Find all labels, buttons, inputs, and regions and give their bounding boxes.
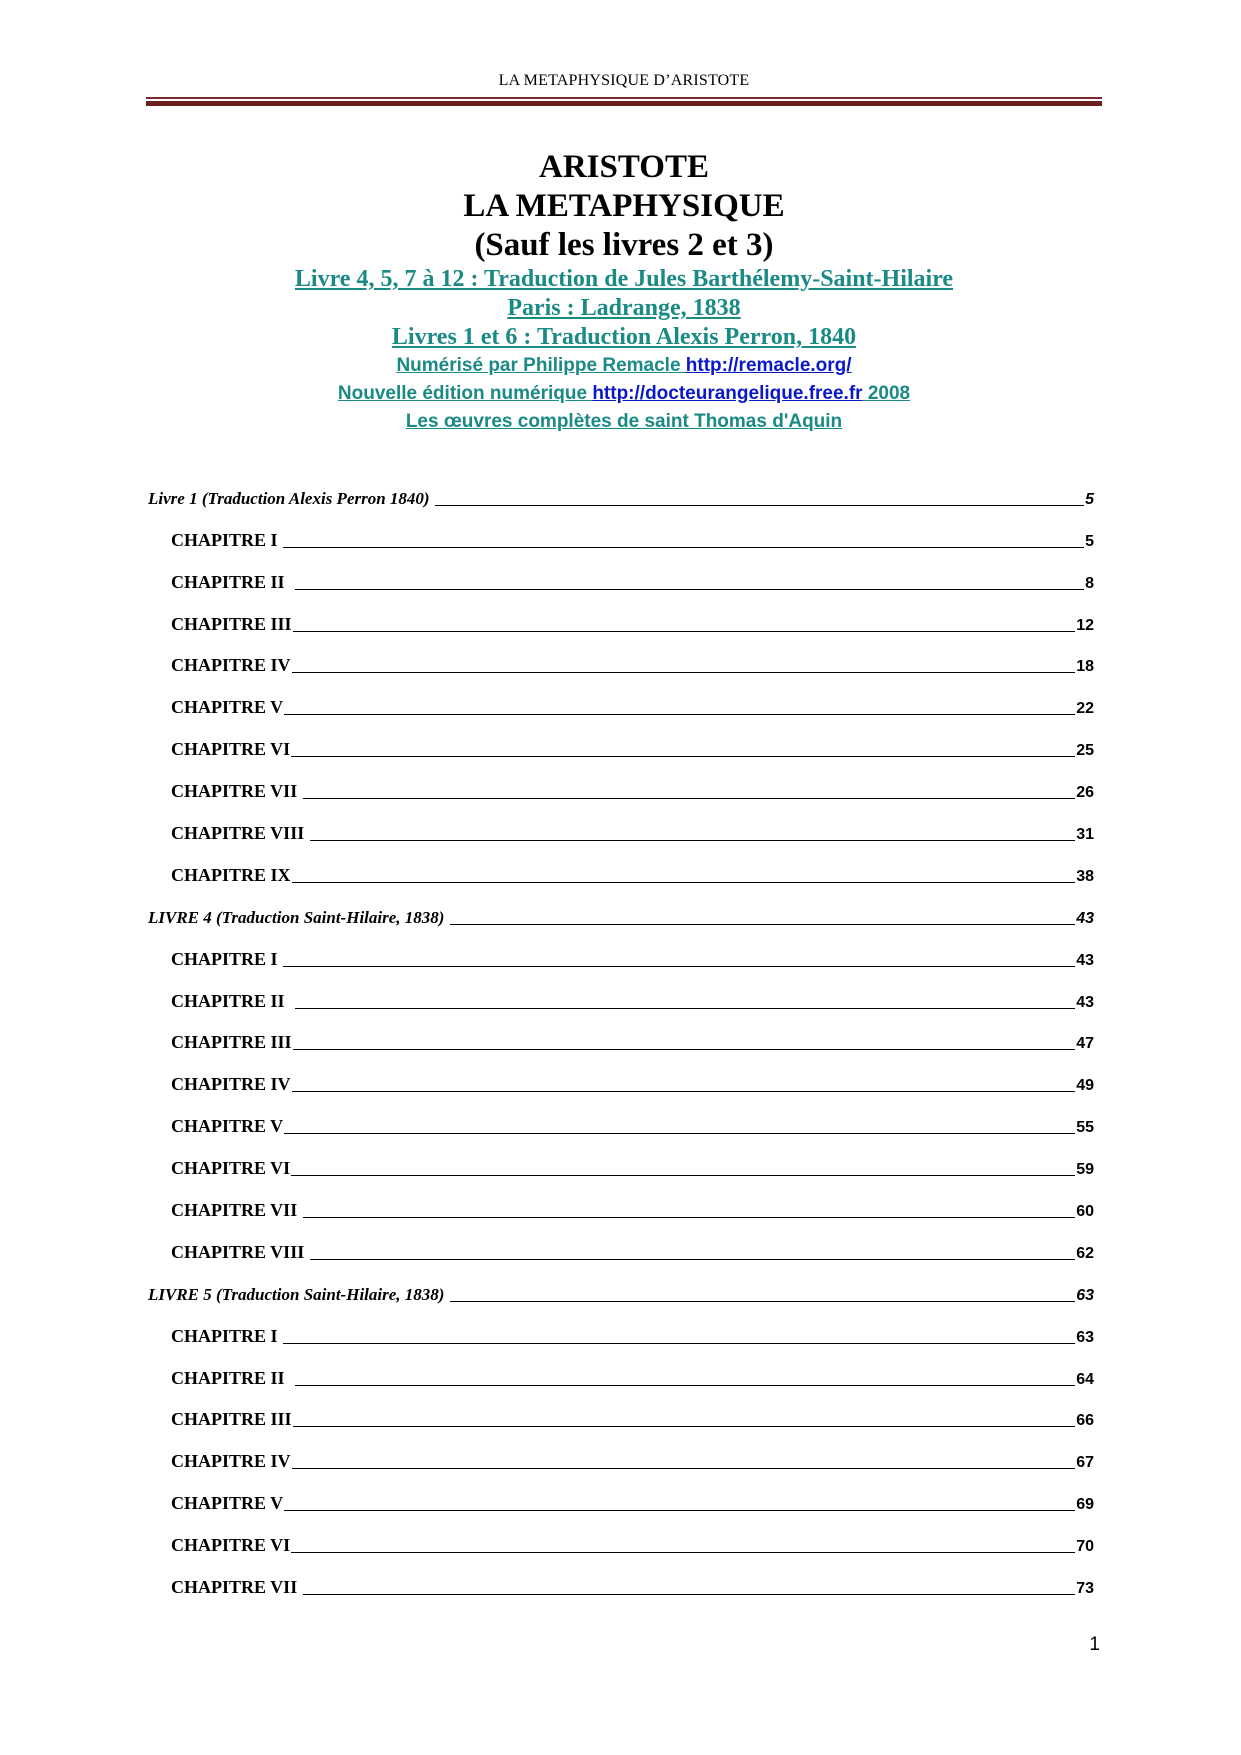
toc-page-number: 60 [1076,1203,1094,1221]
table-of-contents [148,474,1094,1605]
toc-leader-line [310,840,1076,841]
toc-chapter-entry[interactable] [148,1563,1094,1605]
toc-leader-line [303,1217,1076,1218]
toc-page-number: 5 [1085,532,1094,550]
toc-entry-label: CHAPITRE I [171,529,283,550]
title-block [146,148,1102,436]
toc-entry-label: CHAPITRE VIII [171,1241,309,1262]
toc-entry-label: CHAPITRE III [171,1032,292,1053]
toc-chapter-entry[interactable] [148,1479,1094,1521]
toc-chapter-entry[interactable] [148,1521,1094,1563]
toc-page-number: 18 [1076,658,1094,676]
toc-leader-line [293,1426,1076,1427]
toc-chapter-entry[interactable] [148,1186,1094,1228]
toc-entry-label: CHAPITRE VI [171,739,291,760]
toc-chapter-entry[interactable] [148,1144,1094,1186]
toc-leader-line [291,1175,1075,1176]
edition-line [146,380,1102,408]
toc-leader-line [310,1259,1076,1260]
toc-entry-label: CHAPITRE VI [171,1158,291,1179]
toc-chapter-entry[interactable] [148,600,1094,642]
toc-leader-line [450,1301,1076,1302]
toc-page-number: 43 [1076,909,1094,927]
toc-entry-label: CHAPITRE V [171,1493,284,1514]
toc-chapter-entry[interactable] [148,725,1094,767]
toc-entry-label: CHAPITRE V [171,1116,284,1137]
toc-chapter-entry[interactable] [148,809,1094,851]
toc-entry-label: CHAPITRE II [171,1367,294,1388]
toc-page-number: 49 [1076,1077,1094,1095]
header-rule-thick [146,101,1102,106]
docteurangelique-link[interactable]: http://docteurangelique.free.fr [592,383,863,404]
toc-chapter-entry[interactable] [148,851,1094,893]
toc-leader-line [293,1049,1076,1050]
toc-chapter-entry[interactable] [148,767,1094,809]
toc-leader-line [284,1510,1075,1511]
remacle-link[interactable]: http://remacle.org/ [685,355,852,376]
toc-entry-label: CHAPITRE VII [171,781,302,802]
publisher-line[interactable]: Paris : Ladrange, 1838 [507,295,741,321]
toc-leader-line [293,631,1076,632]
toc-page-number: 47 [1076,1035,1094,1053]
toc-entry-label: LIVRE 5 (Traduction Saint-Hilaire, 1838) [148,1284,449,1304]
toc-entry-label: CHAPITRE VII [171,1200,302,1221]
work-title: LA METAPHYSIQUE [463,188,785,224]
toc-entry-label: LIVRE 4 (Traduction Saint-Hilaire, 1838) [148,907,449,927]
toc-leader-line [284,1133,1075,1134]
digitized-line [146,352,1102,380]
toc-page-number: 22 [1076,700,1094,718]
toc-page-number: 69 [1076,1496,1094,1514]
toc-leader-line [303,798,1076,799]
toc-entry-label: CHAPITRE VI [171,1535,291,1556]
toc-entry-label: CHAPITRE V [171,697,284,718]
toc-entry-label: CHAPITRE II [171,571,294,592]
toc-page-number: 63 [1076,1286,1094,1304]
translation-credit-2[interactable]: Livres 1 et 6 : Traduction Alexis Perron, 1840 [391,324,857,350]
toc-page-number: 59 [1076,1161,1094,1179]
toc-leader-line [295,1385,1076,1386]
collection-line[interactable]: Les œuvres complètes de saint Thomas d'Aquin [405,411,843,432]
toc-page-number: 63 [1076,1328,1094,1346]
page-number: 1 [1089,1634,1100,1655]
toc-leader-line [292,882,1076,883]
toc-page-number: 62 [1076,1244,1094,1262]
running-header: LA METAPHYSIQUE D’ARISTOTE [498,72,750,89]
toc-chapter-entry[interactable] [148,642,1094,684]
digitized-text: Numérisé par Philippe Remacle [396,355,686,376]
toc-leader-line [283,547,1084,548]
toc-chapter-entry[interactable] [148,558,1094,600]
toc-entry-label: CHAPITRE VII [171,1577,302,1598]
toc-page-number: 43 [1076,993,1094,1011]
toc-leader-line [291,1552,1075,1553]
toc-leader-line [291,756,1075,757]
toc-entry-label: Livre 1 (Traduction Alexis Perron 1840) [148,488,434,508]
toc-leader-line [295,589,1085,590]
toc-page-number: 8 [1085,574,1094,592]
toc-livre-entry[interactable] [148,893,1094,935]
toc-page-number: 25 [1076,742,1094,760]
translation-credit-1[interactable]: Livre 4, 5, 7 à 12 : Traduction de Jules Barthélemy-Saint-Hilaire [294,266,954,292]
toc-entry-label: CHAPITRE IX [171,864,291,885]
header-rule [146,97,1102,107]
toc-page-number: 64 [1076,1370,1094,1388]
toc-page-number: 70 [1076,1538,1094,1556]
work-note: (Sauf les livres 2 et 3) [474,227,774,263]
toc-livre-entry[interactable] [148,474,1094,516]
toc-chapter-entry[interactable] [148,977,1094,1019]
toc-chapter-entry[interactable] [148,1060,1094,1102]
toc-page-number: 5 [1085,490,1094,508]
toc-entry-label: CHAPITRE I [171,1325,283,1346]
toc-entry-label: CHAPITRE IV [171,655,291,676]
edition-text: Nouvelle édition numérique [337,383,593,404]
toc-entry-label: CHAPITRE I [171,948,283,969]
toc-leader-line [283,1343,1075,1344]
toc-page-number: 73 [1076,1580,1094,1598]
header-rule-thin [146,97,1102,99]
toc-chapter-entry[interactable] [148,1437,1094,1479]
toc-chapter-entry[interactable] [148,1102,1094,1144]
toc-chapter-entry[interactable] [148,1396,1094,1438]
author-title: ARISTOTE [539,149,709,185]
toc-page-number: 67 [1076,1454,1094,1472]
toc-page-number: 26 [1076,784,1094,802]
toc-page-number: 38 [1076,867,1094,885]
toc-page-number: 55 [1076,1119,1094,1137]
toc-entry-label: CHAPITRE III [171,1409,292,1430]
toc-leader-line [283,966,1075,967]
toc-entry-label: CHAPITRE II [171,990,294,1011]
toc-leader-line [292,1468,1076,1469]
toc-chapter-entry[interactable] [148,1019,1094,1061]
toc-page-number: 43 [1076,951,1094,969]
toc-page-number: 66 [1076,1412,1094,1430]
toc-leader-line [284,714,1075,715]
toc-chapter-entry[interactable] [148,1228,1094,1270]
toc-leader-line [435,505,1084,506]
toc-leader-line [292,1091,1076,1092]
toc-entry-label: CHAPITRE III [171,613,292,634]
toc-entry-label: CHAPITRE IV [171,1451,291,1472]
toc-leader-line [450,924,1076,925]
toc-livre-entry[interactable] [148,1270,1094,1312]
toc-leader-line [303,1594,1076,1595]
toc-chapter-entry[interactable] [148,1354,1094,1396]
toc-chapter-entry[interactable] [148,1312,1094,1354]
toc-chapter-entry[interactable] [148,935,1094,977]
toc-leader-line [292,672,1076,673]
toc-entry-label: CHAPITRE VIII [171,823,309,844]
toc-page-number: 12 [1076,616,1094,634]
toc-leader-line [295,1008,1076,1009]
toc-chapter-entry[interactable] [148,683,1094,725]
edition-year: 2008 [862,383,911,404]
toc-page-number: 31 [1076,826,1094,844]
toc-chapter-entry[interactable] [148,516,1094,558]
toc-entry-label: CHAPITRE IV [171,1074,291,1095]
